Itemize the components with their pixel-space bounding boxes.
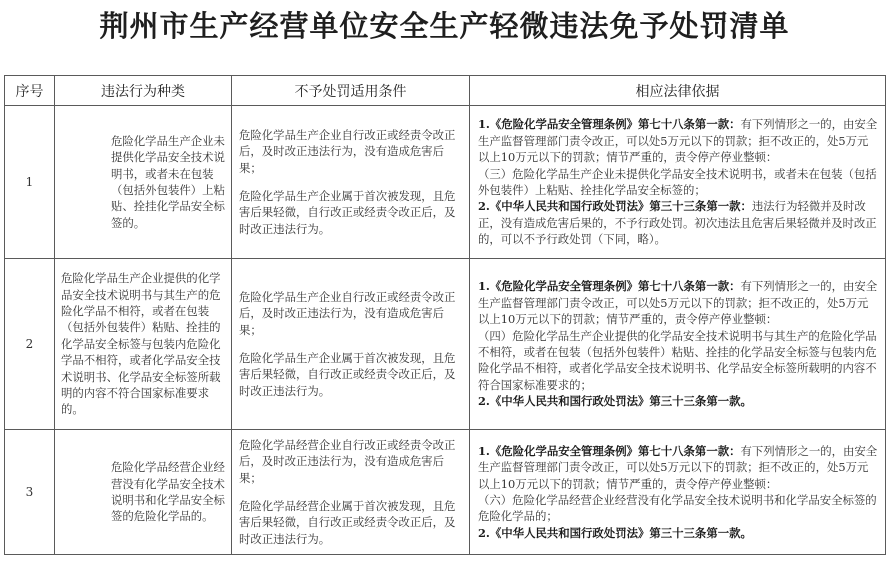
- legal-clause: [478, 116, 879, 165]
- header-exemption-conditions: 不予处罚适用条件: [232, 76, 470, 106]
- condition-text: 危险化学品生产企业属于首次被发现，且危害后果轻微，自行改正或经责令改正后，及时改正违法行为。: [239, 351, 456, 398]
- table-row: [5, 106, 886, 259]
- legal-basis-cell: [470, 106, 886, 259]
- exemption-conditions-cell: [232, 430, 470, 555]
- exemption-conditions-cell: [232, 106, 470, 259]
- table-row: [5, 259, 886, 430]
- law-reference: 2.《中华人民共和国行政处罚法》第三十三条第一款：: [478, 199, 752, 214]
- legal-clause: [478, 525, 879, 541]
- page-title: 荆州市生产经营单位安全生产轻微违法免予处罚清单: [99, 9, 790, 43]
- law-reference: 2.《中华人民共和国行政处罚法》第三十三条第一款。: [478, 525, 752, 540]
- header-legal-basis: 相应法律依据: [470, 76, 886, 106]
- law-reference: 1.《危险化学品安全管理条例》第七十八条第一款：: [478, 443, 741, 458]
- condition-text: 危险化学品经营企业属于首次被发现，且危害后果轻微，自行改正或经责令改正后，及时改正违法行为。: [239, 499, 456, 546]
- law-item: （六）危险化学品经营企业经营没有化学品安全技术说明书和化学品安全标签的危险化学品的；: [478, 493, 877, 524]
- law-text: 有下列情形之一的，由安全生产监督管理部门责令改正，可以处5万元以下的罚款；拒不改正的，处5万元以上10万元以下的罚款；情节严重的，责令停产停业整顿：: [478, 279, 878, 327]
- law-reference: 1.《危险化学品安全管理条例》第七十八条第一款：: [478, 279, 741, 294]
- row-seq: 2: [5, 259, 55, 430]
- legal-clause: [478, 393, 879, 409]
- legal-clause: [478, 198, 879, 247]
- legal-basis-cell: [470, 430, 886, 555]
- violation-type-cell: 危险化学品生产企业提供的化学品安全技术说明书与其生产的危险化学品不相符，或者在包装（包括外包装件）粘贴、拴挂的化学品安全标签与包装内危险化学品不相符，或者化学品安全技术说明书、化学品安全标签所载明的内容不符合国家标准要求的。: [55, 259, 232, 430]
- law-item: （四）危险化学品生产企业提供的化学品安全技术说明书与其生产的危险化学品不相符，或者在包装（包括外包装件）粘贴、拴挂的化学品安全标签与包装内危险化学品不相符，或者化学品安全技术说明书、化学品安全标签所载明的内容不符合国家标准要求的；: [478, 328, 877, 392]
- legal-clause: [478, 278, 879, 327]
- table-row: [5, 430, 886, 555]
- penalty-exemption-table: [4, 75, 886, 555]
- header-violation-type: 违法行为种类: [55, 76, 232, 106]
- violation-type-cell: 危险化学品生产企业未提供化学品安全技术说明书，或者未在包装（包括外包装件）上粘贴、拴挂化学品安全标签的。: [55, 106, 232, 259]
- law-reference: 2.《中华人民共和国行政处罚法》第三十三条第一款。: [478, 394, 752, 409]
- header-seq: 序号: [5, 76, 55, 106]
- row-seq: 1: [5, 106, 55, 259]
- law-text: 违法行为轻微并及时改正，没有造成危害后果的，不予行政处罚。初次违法且危害后果轻微并及时改正的，可以不予行政处罚（下同，略）。: [478, 199, 877, 247]
- row-seq: 3: [5, 430, 55, 555]
- condition-text: 危险化学品经营企业自行改正或经责令改正后，及时改正违法行为，没有造成危害后果；: [239, 437, 456, 485]
- condition-text: 危险化学品生产企业自行改正或经责令改正后，及时改正违法行为，没有造成危害后果；: [239, 289, 456, 337]
- law-text: 有下列情形之一的，由安全生产监督管理部门责令改正，可以处5万元以下的罚款；拒不改正的，处5万元以上10万元以下的罚款；情节严重的，责令停产停业整顿：: [478, 117, 878, 165]
- legal-basis-cell: [470, 259, 886, 430]
- law-text: 有下列情形之一的，由安全生产监督管理部门责令改正，可以处5万元以下的罚款；拒不改正的，处5万元以上10万元以下的罚款；情节严重的，责令停产停业整顿：: [478, 443, 878, 491]
- violation-type-cell: 危险化学品经营企业经营没有化学品安全技术说明书和化学品安全标签的危险化学品的。: [55, 430, 232, 555]
- condition-text: 危险化学品生产企业自行改正或经责令改正后，及时改正违法行为，没有造成危害后果；: [239, 127, 456, 175]
- law-reference: 1.《危险化学品安全管理条例》第七十八条第一款：: [478, 117, 741, 132]
- exemption-conditions-cell: [232, 259, 470, 430]
- legal-clause: [478, 443, 879, 492]
- condition-text: 危险化学品生产企业属于首次被发现，且危害后果轻微，自行改正或经责令改正后，及时改正违法行为。: [239, 189, 456, 236]
- law-item: （三）危险化学品生产企业未提供化学品安全技术说明书，或者未在包装（包括外包装件）上粘贴、拴挂化学品安全标签的；: [478, 166, 877, 197]
- table-header-row: [5, 76, 886, 106]
